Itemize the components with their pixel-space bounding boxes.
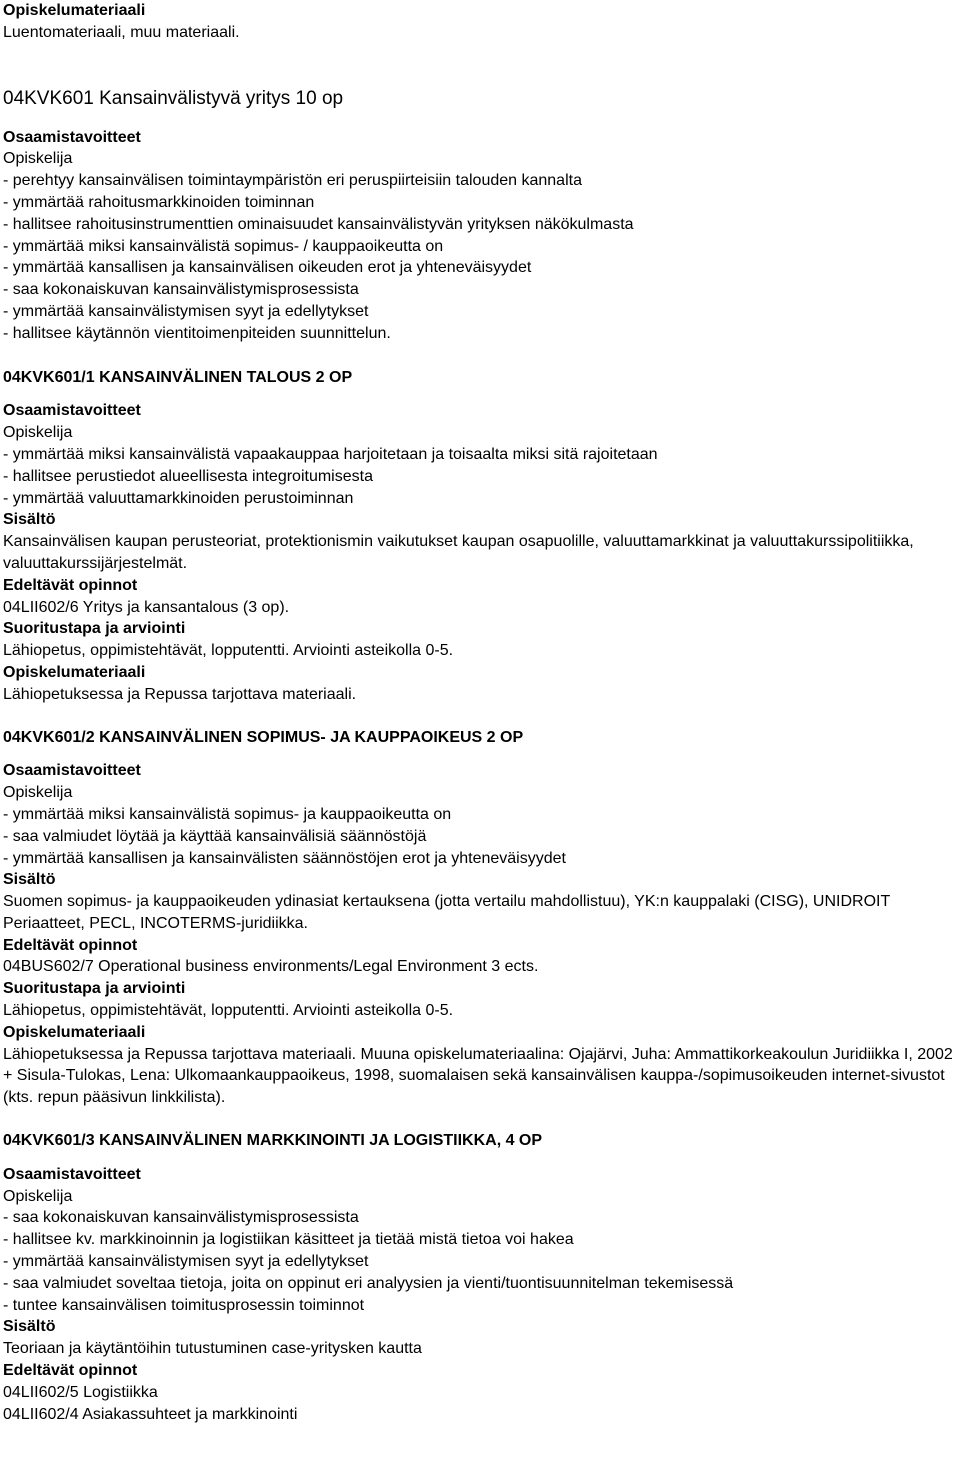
student-label: Opiskelija [3, 150, 73, 168]
outcome-item: - hallitsee rahoitusinstrumenttien ominaisuudet kansainvälistyvän yrityksen näkökulmasta [3, 215, 634, 233]
material-heading: Opiskelumateriaali [3, 663, 146, 681]
outcome-item: - ymmärtää miksi kansainvälistä vapaakauppaa harjoitetaan ja toisaalta miksi sitä rajoitetaan [3, 445, 658, 463]
outcomes-heading: Osaamistavoitteet [3, 1165, 141, 1183]
module-title: 04KVK601/1 KANSAINVÄLINEN TALOUS 2 OP [3, 368, 353, 386]
outcome-item: - ymmärtää kansallisen ja kansainvälisen oikeuden erot ja yhteneväisyydet [3, 259, 532, 277]
material-heading: Opiskelumateriaali [3, 2, 146, 19]
content-heading: Sisältö [3, 511, 56, 529]
outcomes-heading: Osaamistavoitteet [3, 402, 141, 420]
outcome-item: - saa kokonaiskuvan kansainvälistymisprosessista [3, 1209, 359, 1227]
prereq-heading: Edeltävät opinnot [3, 936, 138, 954]
outcome-item: - hallitsee käytännön vientitoimenpiteiden suunnittelun. [3, 324, 391, 342]
outcome-item: - ymmärtää kansallisen ja kansainvälisten säännöstöjen erot ja yhteneväisyydet [3, 849, 566, 867]
student-label: Opiskelija [3, 424, 73, 442]
prereq-heading: Edeltävät opinnot [3, 1362, 138, 1380]
prereq-item: 04LII602/6 Yritys ja kansantalous (3 op). [3, 598, 290, 616]
outcomes-heading: Osaamistavoitteet [3, 128, 141, 146]
prereq-heading: Edeltävät opinnot [3, 576, 138, 594]
outcome-item: - ymmärtää kansainvälistymisen syyt ja edellytykset [3, 1253, 369, 1271]
material-text: Lähiopetuksessa ja Repussa tarjottava materiaali. Muuna opiskelumateriaalina: Ojajärvi, Juha: Ammattikorkeakoulun Juridiikka I, 2002 + Sisula-Tulokas, Lena: Ulkomaankauppaoikeus, 1998, suomalaisen sekä kansainvälisen kauppa-/sopimusoikeuden internet-sivustot (kts. repun pääsivun linkkilista). [3, 1045, 953, 1107]
method-text: Lähiopetus, oppimistehtävät, lopputentti. Arviointi asteikolla 0-5. [3, 1002, 454, 1020]
prereq-item: 04LII602/5 Logistiikka [3, 1383, 158, 1401]
prereq-item: 04BUS602/7 Operational business environments/Legal Environment 3 ects. [3, 958, 539, 976]
outcome-item: - ymmärtää miksi kansainvälistä sopimus- / kauppaoikeutta on [3, 237, 444, 255]
outcome-item: - hallitsee perustiedot alueellisesta integroitumisesta [3, 467, 373, 485]
outcome-item: - ymmärtää rahoitusmarkkinoiden toiminnan [3, 193, 315, 211]
top-section [3, 0, 960, 44]
outcome-item: - perehtyy kansainvälisen toimintaympäristön eri peruspiirteisiin talouden kannalta [3, 172, 582, 190]
material-text: Lähiopetuksessa ja Repussa tarjottava materiaali. [3, 685, 357, 703]
module-title: 04KVK601/2 KANSAINVÄLINEN SOPIMUS- JA KAUPPAOIKEUS 2 OP [3, 728, 524, 746]
outcome-list [3, 170, 960, 344]
outcome-item: - ymmärtää valuuttamarkkinoiden perustoiminnan [3, 489, 354, 507]
student-label: Opiskelija [3, 784, 73, 802]
outcome-item: - saa kokonaiskuvan kansainvälistymisprosessista [3, 281, 359, 299]
module-section [3, 367, 960, 706]
module-section [3, 727, 960, 1110]
outcome-item: - saa valmiudet löytää ja käyttää kansainvälisiä säännöstöjä [3, 827, 427, 845]
outcome-item: - saa valmiudet soveltaa tietoja, joita on oppinut eri analyysien ja vienti/tuontisuunnitelman tekemisessä [3, 1274, 734, 1292]
outcome-item: - ymmärtää kansainvälistymisen syyt ja edellytykset [3, 302, 369, 320]
method-heading: Suoritustapa ja arviointi [3, 620, 186, 638]
outcome-item: - tuntee kansainvälisen toimitusprosessin toiminnot [3, 1296, 365, 1314]
content-text: Teoriaan ja käytäntöihin tutustuminen case-yritysken kautta [3, 1340, 422, 1358]
content-heading: Sisältö [3, 871, 56, 889]
method-text: Lähiopetus, oppimistehtävät, lopputentti. Arviointi asteikolla 0-5. [3, 642, 454, 660]
prereq-item: 04LII602/4 Asiakassuhteet ja markkinointi [3, 1405, 298, 1423]
material-heading: Opiskelumateriaali [3, 1023, 146, 1041]
module-section [3, 1130, 960, 1425]
material-text: Luentomateriaali, muu materiaali. [3, 23, 240, 41]
module-title: 04KVK601/3 KANSAINVÄLINEN MARKKINOINTI JA LOGISTIIKKA, 4 OP [3, 1132, 543, 1150]
content-text: Suomen sopimus- ja kauppaoikeuden ydinasiat kertauksena (jotta vertailu mahdollistuu), YK:n kauppalaki (CISG), UNIDROIT Periaatteet, PECL, INCOTERMS-juridiikka. [3, 893, 890, 932]
method-heading: Suoritustapa ja arviointi [3, 980, 186, 998]
student-label: Opiskelija [3, 1187, 73, 1205]
course-title: 04KVK601 Kansainvälistyvä yritys 10 op [3, 87, 344, 109]
content-heading: Sisältö [3, 1318, 56, 1336]
outcomes-heading: Osaamistavoitteet [3, 762, 141, 780]
outcome-item: - ymmärtää miksi kansainvälistä sopimus- ja kauppaoikeutta on [3, 805, 452, 823]
outcome-item: - hallitsee kv. markkinoinnin ja logistiikan käsitteet ja tietää mistä tietoa voi hakea [3, 1231, 574, 1249]
content-text: Kansainvälisen kaupan perusteoriat, protektionismin vaikutukset kaupan osapuolille, valuuttamarkkinat ja valuuttakurssipolitiikka, valuuttakurssijärjestelmät. [3, 533, 914, 572]
course-section [3, 87, 960, 345]
